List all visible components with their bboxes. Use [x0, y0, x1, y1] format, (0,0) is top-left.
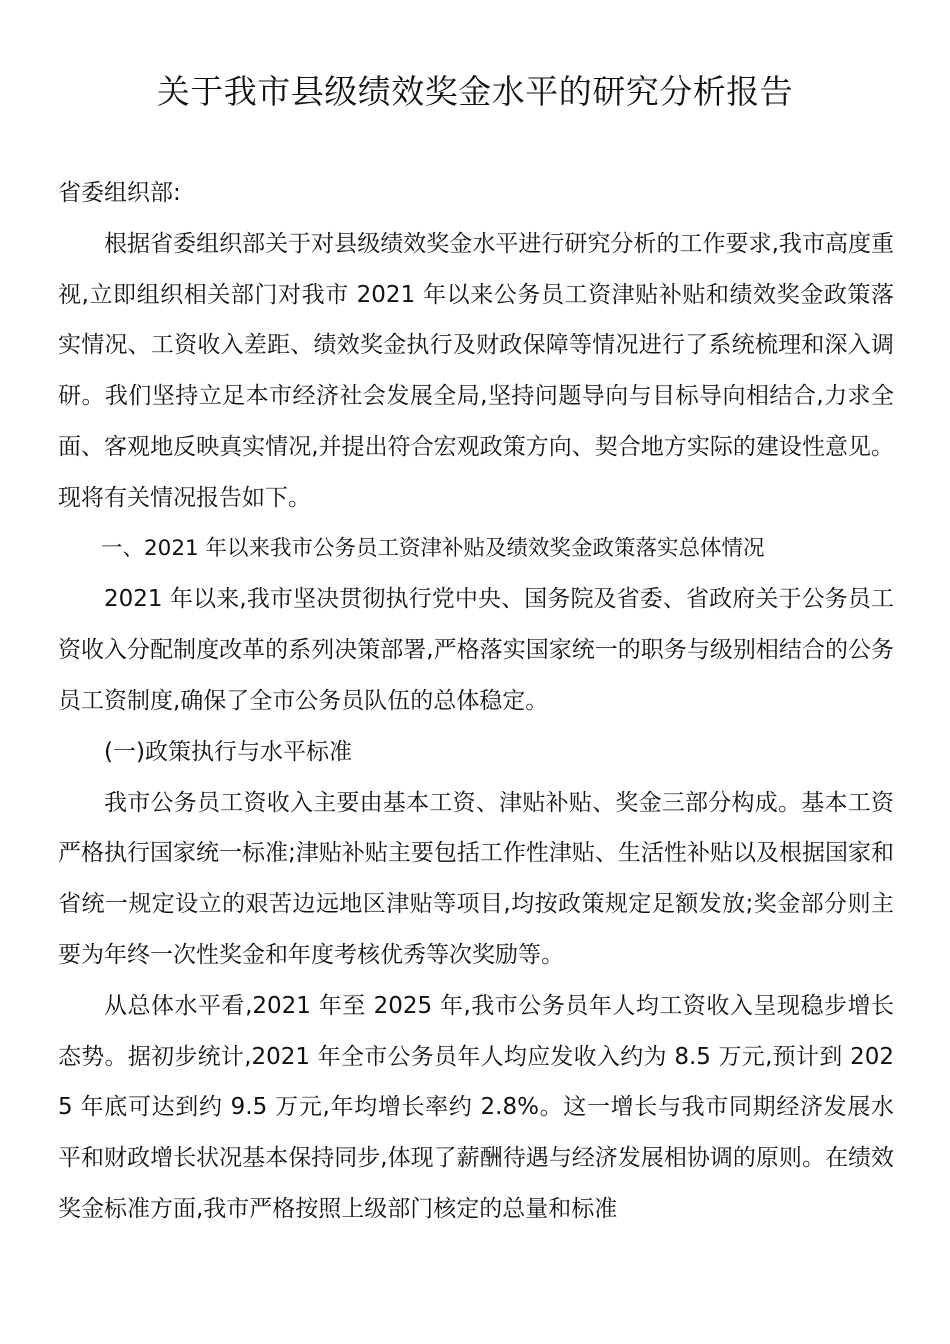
document-body: [58, 168, 894, 1235]
subsection-heading-1: (一)政策执行与水平标准: [104, 738, 352, 765]
paragraph-intro: 根据省委组织部关于对县级绩效奖金水平进行研究分析的工作要求,我市高度重视,立即组织相关部门对我市 2021 年以来公务员工资津贴补贴和绩效奖金政策落实情况、工资收入差距、绩效奖金执行及财政保障等情况进行了系统梳理和深入调研。我们坚持立足本市经济社会发展全局,坚持问题导向与目标导向相结合,力求全面、客观地反映真实情况,并提出符合宏观政策方向、契合地方实际的建设性意见。现将有关情况报告如下。: [58, 230, 894, 511]
section-heading-1: 一、2021 年以来我市公务员工资津补贴及绩效奖金政策落实总体情况: [101, 535, 765, 561]
paragraph-level: 从总体水平看,2021 年至 2025 年,我市公务员年人均工资收入呈现稳步增长态势。据初步统计,2021 年全市公务员年人均应发收入约为 8.5 万元,预计到 2025 年底可达到约 9.5 万元,年均增长率约 2.8%。这一增长与我市同期经济发展水平和财政增长状况基本保持同步,体现了薪酬待遇与经济发展相协调的原则。在绩效奖金标准方面,我市严格按照上级部门核定的总量和标准: [58, 992, 894, 1222]
paragraph-structure: 我市公务员工资收入主要由基本工资、津贴补贴、奖金三部分构成。基本工资严格执行国家统一标准;津贴补贴主要包括工作性津贴、生活性补贴以及根据国家和省统一规定设立的艰苦边远地区津贴等项目,均按政策规定足额发放;奖金部分则主要为年终一次性奖金和年度考核优秀等次奖励等。: [58, 789, 894, 968]
paragraph-overview: 2021 年以来,我市坚决贯彻执行党中央、国务院及省委、省政府关于公务员工资收入分配制度改革的系列决策部署,严格落实国家统一的职务与级别相结合的公务员工资制度,确保了全市公务员队伍的总体稳定。: [58, 586, 894, 714]
salutation: 省委组织部:: [58, 180, 181, 206]
document-title: 关于我市县级绩效奖金水平的研究分析报告: [156, 72, 794, 111]
